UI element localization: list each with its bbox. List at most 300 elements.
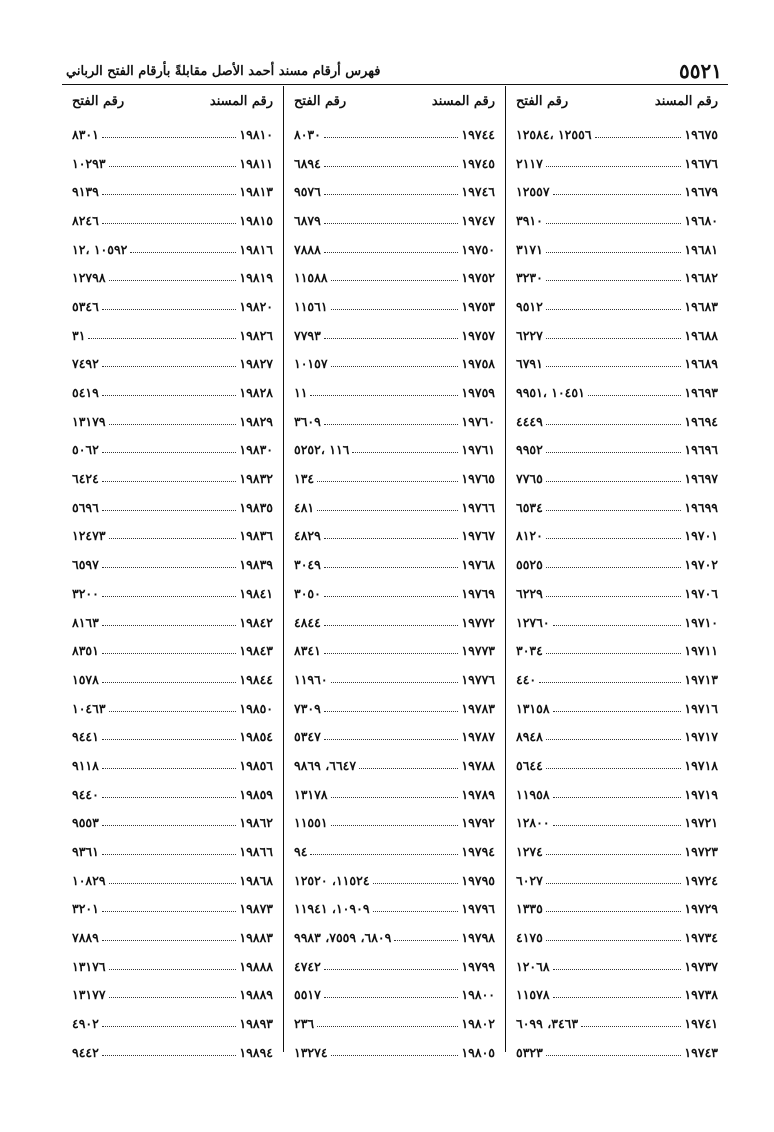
index-row — [506, 436, 728, 465]
dot-leader — [102, 395, 237, 396]
index-row — [506, 321, 728, 350]
dot-leader — [546, 538, 682, 539]
index-row — [284, 952, 505, 981]
header-rule — [62, 84, 728, 85]
fath-number: ٤١٧٥ — [516, 930, 543, 946]
musnad-number: ١٩٧١٦ — [684, 700, 718, 716]
dot-leader — [317, 481, 458, 482]
index-row — [284, 722, 505, 751]
dot-leader — [109, 280, 237, 281]
musnad-number: ١٩٧٩٥ — [461, 872, 495, 888]
fath-number: ٣١٧١ — [516, 241, 543, 257]
index-row — [506, 149, 728, 178]
musnad-number: ١٩٧٦٧ — [461, 528, 495, 544]
fath-number: ٧٧٩٣ — [294, 327, 321, 343]
fath-number: ٦٠٢٧ — [516, 872, 543, 888]
dot-leader — [310, 854, 458, 855]
fath-number: ٦٨٠٩، ٧٥٥٩، ٩٩٨٣ — [294, 930, 392, 946]
fath-number: ١٠٢٩٣ — [72, 155, 106, 171]
dot-leader — [109, 997, 237, 998]
dot-leader — [102, 739, 237, 740]
musnad-number: ١٩٨٧٣ — [239, 901, 273, 917]
fath-number: ٨٩٤٨ — [516, 729, 543, 745]
dot-leader — [324, 166, 459, 167]
musnad-number: ١٩٨٦٦ — [239, 844, 273, 860]
fath-number: ٦٨٧٩ — [294, 212, 321, 228]
musnad-number: ١٩٦٨٩ — [684, 356, 718, 372]
dot-leader — [109, 424, 237, 425]
index-row — [62, 665, 283, 694]
index-row — [284, 895, 505, 924]
index-row — [506, 350, 728, 379]
musnad-number: ١٩٦٩٤ — [684, 413, 718, 429]
fath-number: ٦٦٤٧، ٩٨٦٩ — [294, 757, 357, 773]
fath-number: ١٢٤٧٣ — [72, 528, 106, 544]
index-row — [62, 809, 283, 838]
fath-number: ١٠٥٩٢ ،١٢ — [72, 241, 128, 257]
dot-leader — [324, 625, 459, 626]
dot-leader — [102, 366, 237, 367]
fath-number: ١٠١٥٧ — [294, 356, 328, 372]
musnad-number: ١٩٦٨٢ — [684, 270, 718, 286]
musnad-number: ١٩٧٤٤ — [461, 126, 495, 142]
index-row — [62, 1009, 283, 1038]
index-row — [284, 235, 505, 264]
dot-leader — [324, 739, 459, 740]
index-row — [284, 436, 505, 465]
musnad-number: ١٩٨٢٠ — [239, 298, 273, 314]
dot-leader — [546, 223, 682, 224]
index-row — [506, 177, 728, 206]
dot-leader — [546, 854, 682, 855]
index-row — [506, 608, 728, 637]
dot-leader — [102, 194, 237, 195]
musnad-number: ١٩٨٨٩ — [239, 987, 273, 1003]
fath-number: ٢٣٦ — [294, 1016, 315, 1032]
index-row — [62, 608, 283, 637]
fath-number: ١٣٢٧٤ — [294, 1044, 328, 1060]
dot-leader — [553, 997, 682, 998]
dot-leader — [102, 797, 237, 798]
musnad-number: ١٩٨٥٠ — [239, 700, 273, 716]
index-row — [284, 407, 505, 436]
dot-leader — [331, 825, 459, 826]
musnad-header: رقم المسند — [431, 93, 495, 109]
index-row — [62, 751, 283, 780]
fath-number: ٦٤٢٤ — [72, 471, 99, 487]
dot-leader — [581, 1026, 681, 1027]
index-row — [506, 722, 728, 751]
index-row — [284, 608, 505, 637]
musnad-number: ١٩٨١٣ — [239, 184, 273, 200]
musnad-number: ١٩٧١٧ — [684, 729, 718, 745]
dot-leader — [102, 510, 237, 511]
dot-leader — [546, 452, 682, 453]
musnad-number: ١٩٦٩٣ — [684, 385, 718, 401]
dot-leader — [331, 682, 459, 683]
index-row — [62, 177, 283, 206]
index-row — [284, 809, 505, 838]
dot-leader — [546, 940, 682, 941]
fath-number: ١٠٨٢٩ — [72, 872, 106, 888]
dot-leader — [102, 223, 237, 224]
dot-leader — [324, 538, 459, 539]
musnad-number: ١٩٧٢٤ — [684, 872, 718, 888]
dot-leader — [553, 625, 682, 626]
musnad-number: ١٩٦٨٠ — [684, 212, 718, 228]
dot-leader — [102, 567, 237, 568]
index-row — [506, 837, 728, 866]
index-row — [506, 981, 728, 1010]
index-row — [284, 665, 505, 694]
index-row — [62, 636, 283, 665]
dot-leader — [102, 1026, 237, 1027]
index-row — [62, 780, 283, 809]
musnad-number: ١٩٧١٨ — [684, 757, 718, 773]
dot-leader — [546, 883, 682, 884]
musnad-number: ١٩٧٣٤ — [684, 930, 718, 946]
fath-number: ٤٨٢٩ — [294, 528, 321, 544]
dot-leader — [546, 911, 682, 912]
index-row — [284, 837, 505, 866]
index-row — [284, 493, 505, 522]
index-row — [506, 636, 728, 665]
musnad-number: ١٩٨٦٨ — [239, 872, 273, 888]
page-header — [62, 56, 728, 86]
fath-number: ١٣١٧٧ — [72, 987, 106, 1003]
musnad-number: ١٩٧١١ — [684, 643, 718, 659]
fath-header: رقم الفتح — [294, 93, 347, 109]
musnad-number: ١٩٧٢٣ — [684, 844, 718, 860]
fath-number: ٨٣٥١ — [72, 643, 99, 659]
fath-number: ٢١١٧ — [516, 155, 543, 171]
dot-leader — [102, 768, 237, 769]
index-row — [284, 866, 505, 895]
musnad-number: ١٩٨١٥ — [239, 212, 273, 228]
dot-leader — [102, 854, 237, 855]
dot-leader — [324, 137, 459, 138]
musnad-number: ١٩٨٣٩ — [239, 557, 273, 573]
musnad-number: ١٩٧٧٦ — [461, 671, 495, 687]
dot-leader — [102, 596, 237, 597]
index-column-3 — [62, 86, 284, 1060]
fath-number: ٨٠٣٠ — [294, 126, 321, 142]
fath-number: ٥٣٤٦ — [72, 298, 99, 314]
fath-number: ١٣١٧٩ — [72, 413, 106, 429]
dot-leader — [102, 911, 237, 912]
fath-number: ١١٥٢٤، ١٢٥٢٠ — [294, 872, 370, 888]
index-row — [62, 981, 283, 1010]
fath-number: ١٣٣٥ — [516, 901, 543, 917]
index-row — [284, 149, 505, 178]
running-title: فهرس أرقام مسند أحمد الأصل مقابلةً بأرقام الفتح الرباني — [66, 63, 381, 79]
fath-number: ١٥٧٨ — [72, 671, 99, 687]
fath-header: رقم الفتح — [72, 93, 125, 109]
fath-number: ١١٥٦١ — [294, 298, 328, 314]
musnad-number: ١٩٧٤٥ — [461, 155, 495, 171]
musnad-number: ١٩٨٦٢ — [239, 815, 273, 831]
index-row — [284, 1038, 505, 1067]
dot-leader — [546, 166, 682, 167]
musnad-number: ١٩٨٣٦ — [239, 528, 273, 544]
index-row — [62, 378, 283, 407]
musnad-number: ١٩٨٥٦ — [239, 757, 273, 773]
index-columns — [62, 86, 728, 1060]
fath-number: ٤٨٤٤ — [294, 614, 321, 630]
index-row — [62, 436, 283, 465]
index-row — [62, 292, 283, 321]
musnad-number: ١٩٦٨١ — [684, 241, 718, 257]
musnad-number: ١٩٧٩٩ — [461, 958, 495, 974]
index-row — [506, 292, 728, 321]
index-row — [62, 522, 283, 551]
dot-leader — [359, 768, 458, 769]
dot-leader — [331, 797, 459, 798]
musnad-number: ١٩٧٨٣ — [461, 700, 495, 716]
musnad-number: ١٩٦٨٣ — [684, 298, 718, 314]
fath-number: ٥٦٩٦ — [72, 499, 99, 515]
dot-leader — [102, 481, 237, 482]
index-row — [284, 694, 505, 723]
fath-number: ٩٤٤١ — [72, 729, 99, 745]
musnad-number: ١٩٦٩٧ — [684, 471, 718, 487]
index-row — [62, 206, 283, 235]
musnad-number: ١٩٧٤١ — [684, 1016, 718, 1032]
index-row — [506, 263, 728, 292]
index-row — [284, 321, 505, 350]
dot-leader — [324, 567, 459, 568]
musnad-number: ١٩٧٢٩ — [684, 901, 718, 917]
dot-leader — [553, 969, 682, 970]
index-row — [62, 895, 283, 924]
musnad-number: ١٩٧٦٦ — [461, 499, 495, 515]
dot-leader — [88, 338, 236, 339]
fath-number: ١٣١٥٨ — [516, 700, 550, 716]
musnad-number: ١٩٨٢٨ — [239, 385, 273, 401]
dot-leader — [546, 596, 682, 597]
fath-number: ٦٥٩٧ — [72, 557, 99, 573]
musnad-number: ١٩٦٨٨ — [684, 327, 718, 343]
fath-number: ٥٣٤٧ — [294, 729, 321, 745]
dot-leader — [102, 309, 237, 310]
index-column-2 — [284, 86, 506, 1060]
fath-number: ١٢٧٤ — [516, 844, 543, 860]
index-row — [506, 579, 728, 608]
fath-number: ٤٨١ — [294, 499, 315, 515]
index-row — [284, 464, 505, 493]
dot-leader — [546, 252, 682, 253]
dot-leader — [102, 452, 237, 453]
index-row — [506, 493, 728, 522]
fath-number: ٣٠٥٠ — [294, 585, 321, 601]
dot-leader — [546, 1055, 682, 1056]
fath-number: ١٠٤٦٣ — [72, 700, 106, 716]
index-row — [62, 550, 283, 579]
fath-number: ٥٥٢٥ — [516, 557, 543, 573]
dot-leader — [546, 510, 682, 511]
dot-leader — [553, 797, 682, 798]
fath-number: ٥٦٤٤ — [516, 757, 543, 773]
index-row — [284, 636, 505, 665]
dot-leader — [331, 366, 459, 367]
fath-number: ١١٩٦٠ — [294, 671, 328, 687]
fath-number: ١١ — [294, 385, 308, 401]
index-row — [62, 579, 283, 608]
musnad-number: ١٩٨١٠ — [239, 126, 273, 142]
fath-number: ٥٣٢٣ — [516, 1044, 543, 1060]
musnad-number: ١٩٧٤٧ — [461, 212, 495, 228]
dot-leader — [546, 309, 682, 310]
musnad-number: ١٩٨٣٥ — [239, 499, 273, 515]
dot-leader — [553, 711, 682, 712]
index-row — [62, 464, 283, 493]
fath-number: ٩٤٤٠ — [72, 786, 99, 802]
fath-number: ٤٤٤٩ — [516, 413, 543, 429]
musnad-number: ١٩٦٩٩ — [684, 499, 718, 515]
index-row — [506, 952, 728, 981]
dot-leader — [324, 194, 459, 195]
dot-leader — [324, 997, 459, 998]
fath-number: ٩٤ — [294, 844, 308, 860]
index-row — [62, 263, 283, 292]
index-row — [506, 809, 728, 838]
fath-number: ٩٣٦١ — [72, 844, 99, 860]
fath-number: ١٣١٧٦ — [72, 958, 106, 974]
index-row — [62, 1038, 283, 1067]
dot-leader — [102, 682, 237, 683]
musnad-number: ١٩٨٣٠ — [239, 442, 273, 458]
column-rows — [62, 120, 283, 1067]
musnad-header: رقم المسند — [654, 93, 718, 109]
fath-number: ٩٥٥٣ — [72, 815, 99, 831]
fath-number: ٦٢٢٩ — [516, 585, 543, 601]
fath-number: ٦٢٢٧ — [516, 327, 543, 343]
fath-number: ١٠٤٥١ ،٩٩٥١ — [516, 385, 585, 401]
musnad-number: ١٩٦٧٥ — [684, 126, 718, 142]
musnad-number: ١٩٧٩٨ — [461, 930, 495, 946]
dot-leader — [102, 653, 237, 654]
fath-number: ٨١٢٠ — [516, 528, 543, 544]
musnad-number: ١٩٨٩٤ — [239, 1044, 273, 1060]
index-row — [506, 206, 728, 235]
fath-number: ١٢٥٥٧ — [516, 184, 550, 200]
fath-number: ٣٢٣٠ — [516, 270, 543, 286]
musnad-number: ١٩٧٠٦ — [684, 585, 718, 601]
index-row — [284, 923, 505, 952]
index-row — [62, 149, 283, 178]
dot-leader — [324, 338, 459, 339]
index-row — [62, 837, 283, 866]
musnad-number: ١٩٧٦٥ — [461, 471, 495, 487]
index-row — [506, 464, 728, 493]
index-row — [506, 550, 728, 579]
dot-leader — [102, 1055, 237, 1056]
dot-leader — [394, 940, 458, 941]
musnad-number: ١٩٧٨٧ — [461, 729, 495, 745]
fath-number: ٦٧٩١ — [516, 356, 543, 372]
index-row — [284, 206, 505, 235]
index-row — [62, 407, 283, 436]
index-row — [62, 694, 283, 723]
dot-leader — [324, 711, 459, 712]
fath-number: ١٠٩٠٩، ١١٩٤١ — [294, 901, 370, 917]
musnad-number: ١٩٧٤٦ — [461, 184, 495, 200]
index-row — [284, 177, 505, 206]
fath-number: ٣٢٠٠ — [72, 585, 99, 601]
fath-number: ٩٥١٢ — [516, 298, 543, 314]
index-row — [506, 522, 728, 551]
index-row — [284, 350, 505, 379]
dot-leader — [102, 137, 237, 138]
dot-leader — [102, 625, 237, 626]
musnad-number: ١٩٨٤٢ — [239, 614, 273, 630]
fath-number: ٩١٣٩ — [72, 184, 99, 200]
fath-number: ٩٥٧٦ — [294, 184, 321, 200]
dot-leader — [546, 481, 682, 482]
index-row — [62, 493, 283, 522]
dot-leader — [317, 510, 458, 511]
musnad-number: ١٩٧٥٣ — [461, 298, 495, 314]
index-column-1 — [506, 86, 728, 1060]
fath-number: ٣٩١٠ — [516, 212, 543, 228]
musnad-number: ١٩٧٣٨ — [684, 987, 718, 1003]
dot-leader — [546, 739, 682, 740]
fath-number: ٨٢٤٦ — [72, 212, 99, 228]
fath-number: ٦٥٣٤ — [516, 499, 543, 515]
index-row — [506, 895, 728, 924]
musnad-number: ١٩٨٨٣ — [239, 930, 273, 946]
fath-number: ٨٣٠١ — [72, 126, 99, 142]
column-rows — [506, 120, 728, 1067]
index-row — [284, 579, 505, 608]
fath-number: ١١٥٥١ — [294, 815, 328, 831]
fath-number: ٥٥١٧ — [294, 987, 321, 1003]
musnad-number: ١٩٨٣٢ — [239, 471, 273, 487]
fath-number: ٧٨٨٩ — [72, 930, 99, 946]
dot-leader — [324, 653, 459, 654]
dot-leader — [595, 137, 682, 138]
index-row — [284, 780, 505, 809]
dot-leader — [109, 166, 237, 167]
dot-leader — [102, 825, 237, 826]
dot-leader — [324, 223, 459, 224]
musnad-number: ١٩٧٥٢ — [461, 270, 495, 286]
fath-header: رقم الفتح — [516, 93, 569, 109]
musnad-number: ١٩٧٠١ — [684, 528, 718, 544]
column-header — [62, 86, 283, 116]
musnad-number: ١٩٧١٩ — [684, 786, 718, 802]
dot-leader — [546, 424, 682, 425]
musnad-number: ١٩٧٦٩ — [461, 585, 495, 601]
musnad-number: ١٩٧٩٤ — [461, 844, 495, 860]
fath-number: ١٣١٧٨ — [294, 786, 328, 802]
index-row — [284, 522, 505, 551]
musnad-number: ١٩٨٥٤ — [239, 729, 273, 745]
fath-number: ١١٦ ،٥٢٥٢ — [294, 442, 350, 458]
index-row — [506, 1038, 728, 1067]
index-row — [506, 235, 728, 264]
column-rows — [284, 120, 505, 1067]
dot-leader — [109, 969, 237, 970]
dot-leader — [102, 940, 237, 941]
fath-number: ١١٩٥٨ — [516, 786, 550, 802]
dot-leader — [546, 338, 682, 339]
musnad-number: ١٩٧٦١ — [461, 442, 495, 458]
musnad-number: ١٩٨٢٦ — [239, 327, 273, 343]
dot-leader — [331, 1055, 459, 1056]
musnad-number: ١٩٦٧٦ — [684, 155, 718, 171]
dot-leader — [331, 309, 459, 310]
